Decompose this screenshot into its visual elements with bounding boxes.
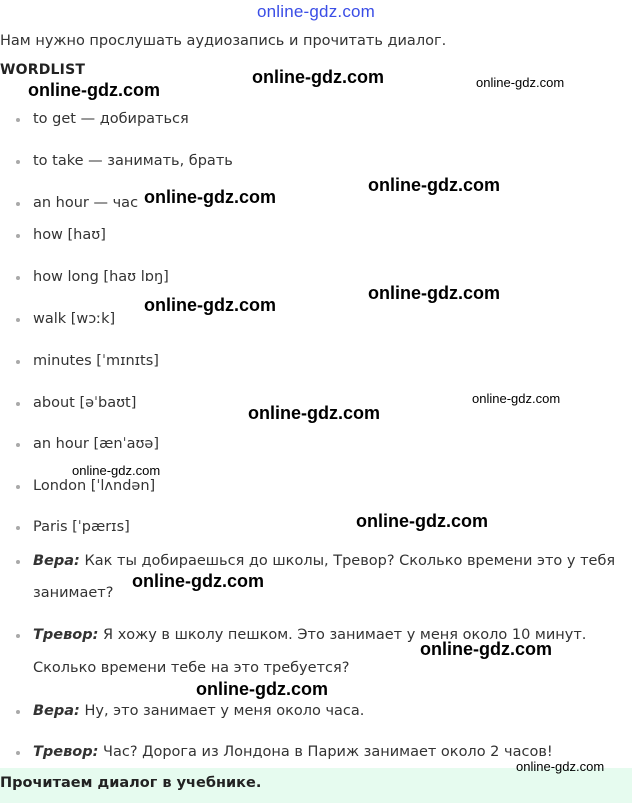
bullet-icon — [16, 751, 20, 755]
intro-text: Нам нужно прослушать аудиозапись и прочитать диалог. — [0, 33, 447, 49]
wordlist-title: WORDLIST — [0, 62, 86, 78]
bullet-icon — [16, 485, 20, 489]
watermark: online-gdz.com — [252, 67, 384, 87]
watermark: online-gdz.com — [516, 759, 605, 774]
footer-text: Прочитаем диалог в учебнике. — [0, 775, 262, 791]
watermark: online-gdz.com — [248, 403, 380, 423]
speaker-name: Тревор: — [33, 627, 99, 643]
speaker-name: Вера: — [33, 703, 80, 719]
watermark: online-gdz.com — [28, 80, 160, 100]
bullet-icon — [16, 402, 20, 406]
bullet-icon — [16, 276, 20, 280]
bullet-icon — [16, 443, 20, 447]
watermark: online-gdz.com — [144, 295, 276, 315]
watermark: online-gdz.com — [132, 571, 264, 591]
speaker-name: Тревор: — [33, 744, 99, 760]
bullet-icon — [16, 118, 20, 122]
site-header-watermark: online-gdz.com — [256, 2, 376, 21]
bullet-icon — [16, 160, 20, 164]
bullet-icon — [16, 234, 20, 238]
watermark: online-gdz.com — [368, 175, 500, 195]
bullet-icon — [16, 360, 20, 364]
watermark: online-gdz.com — [368, 283, 500, 303]
bullet-icon — [16, 560, 20, 564]
watermark: online-gdz.com — [196, 679, 328, 699]
watermark: online-gdz.com — [420, 639, 552, 659]
watermark: online-gdz.com — [72, 463, 161, 478]
bullet-icon — [16, 202, 20, 206]
bullet-icon — [16, 318, 20, 322]
watermark: online-gdz.com — [472, 391, 561, 406]
watermark: online-gdz.com — [144, 187, 276, 207]
bullet-icon — [16, 526, 20, 530]
watermark: online-gdz.com — [356, 511, 488, 531]
bullet-icon — [16, 710, 20, 714]
speaker-name: Вера: — [33, 553, 80, 569]
bullet-icon — [16, 634, 20, 638]
watermark: online-gdz.com — [476, 75, 565, 90]
